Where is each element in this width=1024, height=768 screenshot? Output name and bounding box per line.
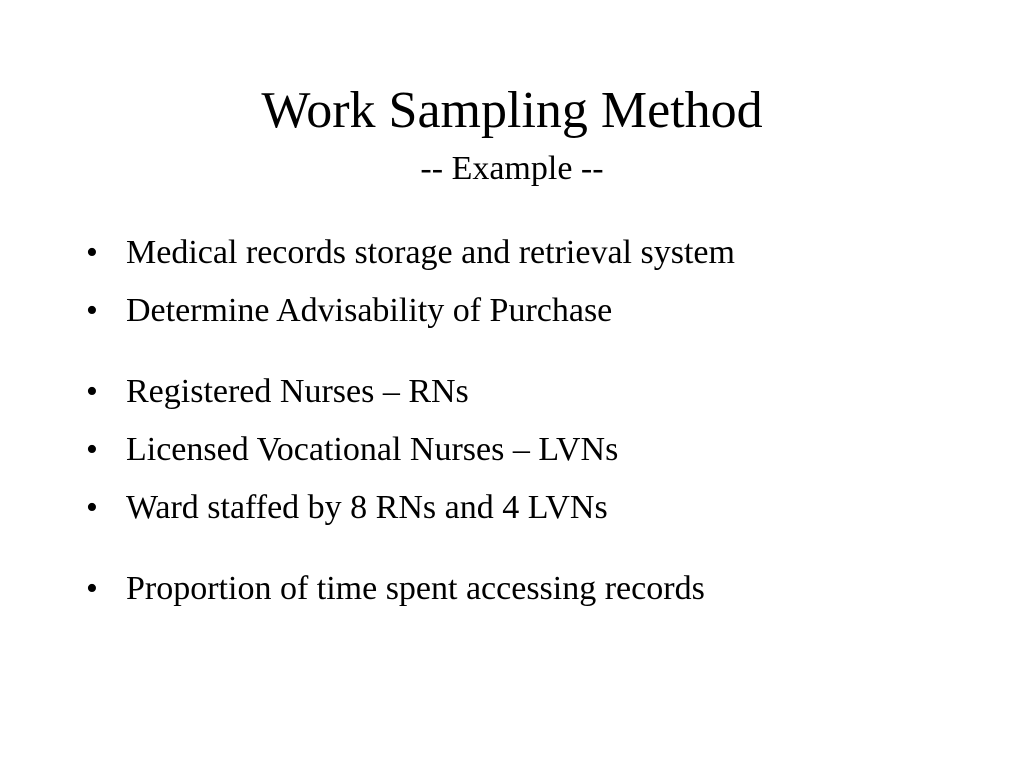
bullet-dot-icon: • (86, 373, 98, 410)
bullet-dot-icon: • (86, 570, 98, 607)
bullet-dot-icon: • (86, 431, 98, 468)
bullet-dot-icon: • (86, 292, 98, 329)
slide-subtitle: -- Example -- (420, 150, 604, 187)
bullet-text: Ward staffed by 8 RNs and 4 LVNs (126, 489, 608, 526)
bullet-dot-icon: • (86, 234, 98, 271)
bullet-text: Licensed Vocational Nurses – LVNs (126, 431, 619, 468)
bullet-dot-icon: • (86, 489, 98, 526)
bullet-text: Registered Nurses – RNs (126, 373, 469, 410)
bullet-text: Determine Advisability of Purchase (126, 292, 613, 329)
slide-title: Work Sampling Method (261, 82, 763, 139)
bullet-text: Medical records storage and retrieval system (126, 234, 735, 271)
bullet-text: Proportion of time spent accessing records (126, 570, 705, 607)
